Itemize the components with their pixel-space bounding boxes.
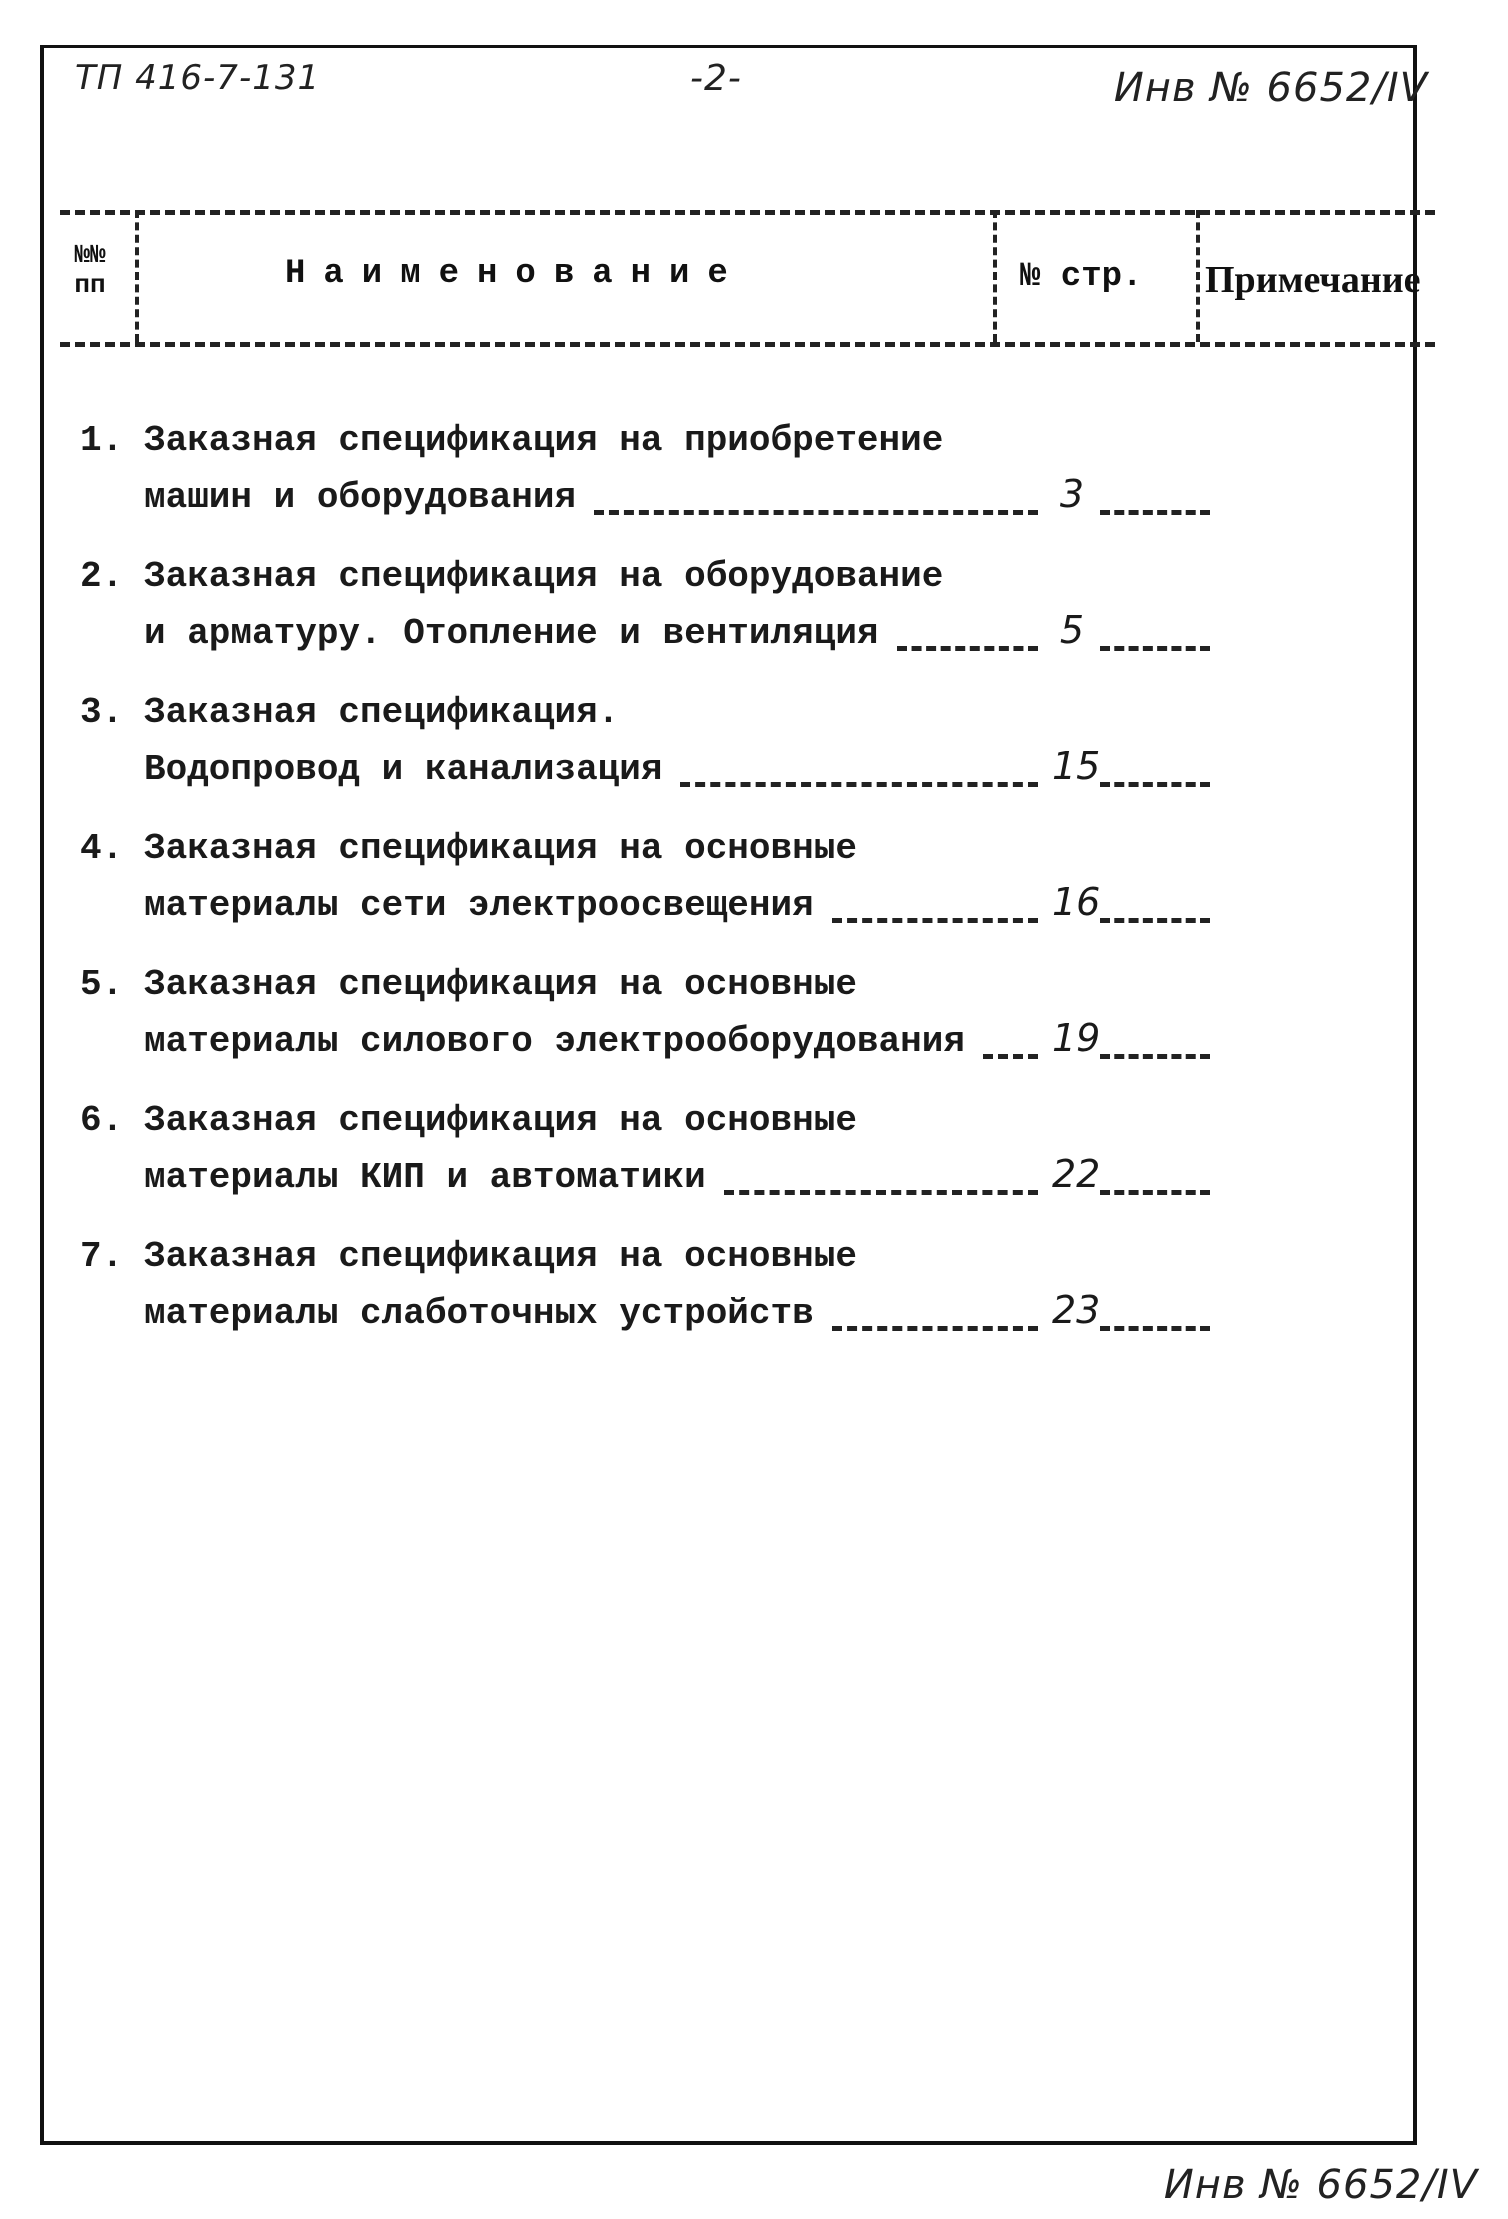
leader-line: [983, 1054, 1038, 1059]
list-item: [80, 1100, 1210, 1204]
item-number: 3.: [80, 692, 124, 733]
list-item: [80, 420, 1210, 524]
list-item: [80, 556, 1210, 660]
item-page: 3: [1059, 472, 1085, 516]
leader-line: [1100, 1326, 1210, 1331]
item-title: Заказная спецификация на приобретение: [144, 420, 944, 461]
item-number: 2.: [80, 556, 124, 597]
leader-line: [832, 918, 1038, 923]
leader-line: [724, 1190, 1038, 1195]
item-page: 5: [1059, 608, 1085, 652]
leader-line: [1100, 510, 1210, 515]
leader-line: [680, 782, 1038, 787]
item-page: 15: [1052, 744, 1101, 788]
list-item: [80, 964, 1210, 1068]
item-number: 5.: [80, 964, 124, 1005]
leader-line: [594, 510, 1038, 515]
list-item: [80, 1236, 1210, 1340]
leader-line: [1100, 918, 1210, 923]
list-item: [80, 692, 1210, 796]
item-page: 16: [1052, 880, 1101, 924]
item-page: 23: [1052, 1288, 1101, 1332]
item-title: Заказная спецификация.: [144, 692, 620, 733]
item-page: 19: [1052, 1016, 1101, 1060]
item-title: Заказная спецификация на оборудование: [144, 556, 944, 597]
inventory-number-top: Инв № 6652/IV: [1113, 65, 1428, 111]
project-code: ТП 416-7-131: [75, 58, 321, 98]
item-title: Заказная спецификация на основные: [144, 1236, 857, 1277]
page-number: -2-: [690, 58, 742, 99]
item-title: Заказная спецификация на основные: [144, 964, 857, 1005]
header-divider-3: [1196, 210, 1200, 342]
leader-line: [1100, 782, 1210, 787]
leader-line: [897, 646, 1038, 651]
leader-line: [832, 1326, 1038, 1331]
leader-line: [1100, 1054, 1210, 1059]
item-number: 1.: [80, 420, 124, 461]
item-page: 22: [1052, 1152, 1101, 1196]
item-title-cont: материалы сети электроосвещения: [144, 885, 814, 926]
leader-line: [1100, 646, 1210, 651]
column-header-page: № стр.: [1020, 258, 1143, 296]
column-header-name: Наименование: [285, 255, 746, 293]
item-title: Заказная спецификация на основные: [144, 1100, 857, 1141]
item-number: 4.: [80, 828, 124, 869]
header-divider-1: [135, 210, 139, 342]
item-number: 7.: [80, 1236, 124, 1277]
inventory-number-bottom: Инв № 6652/IV: [1163, 2162, 1478, 2208]
item-title-cont: материалы слаботочных устройств: [144, 1293, 814, 1334]
item-title: Заказная спецификация на основные: [144, 828, 857, 869]
item-title-cont: материалы силового электрооборудования: [144, 1021, 965, 1062]
header-rule-bottom: [60, 342, 1435, 347]
list-item: [80, 828, 1210, 932]
header-rule-top: [60, 210, 1435, 215]
column-header-note: Примечание: [1205, 259, 1421, 301]
leader-line: [1100, 1190, 1210, 1195]
item-number: 6.: [80, 1100, 124, 1141]
item-title-cont: и арматуру. Отопление и вентиляция: [144, 613, 879, 654]
header-divider-2: [993, 210, 997, 342]
column-header-number: №№ пп: [74, 240, 106, 300]
page-frame: [40, 45, 1417, 2145]
item-title-cont: Водопровод и канализация: [144, 749, 663, 790]
item-title-cont: машин и оборудования: [144, 477, 577, 518]
item-title-cont: материалы КИП и автоматики: [144, 1157, 706, 1198]
